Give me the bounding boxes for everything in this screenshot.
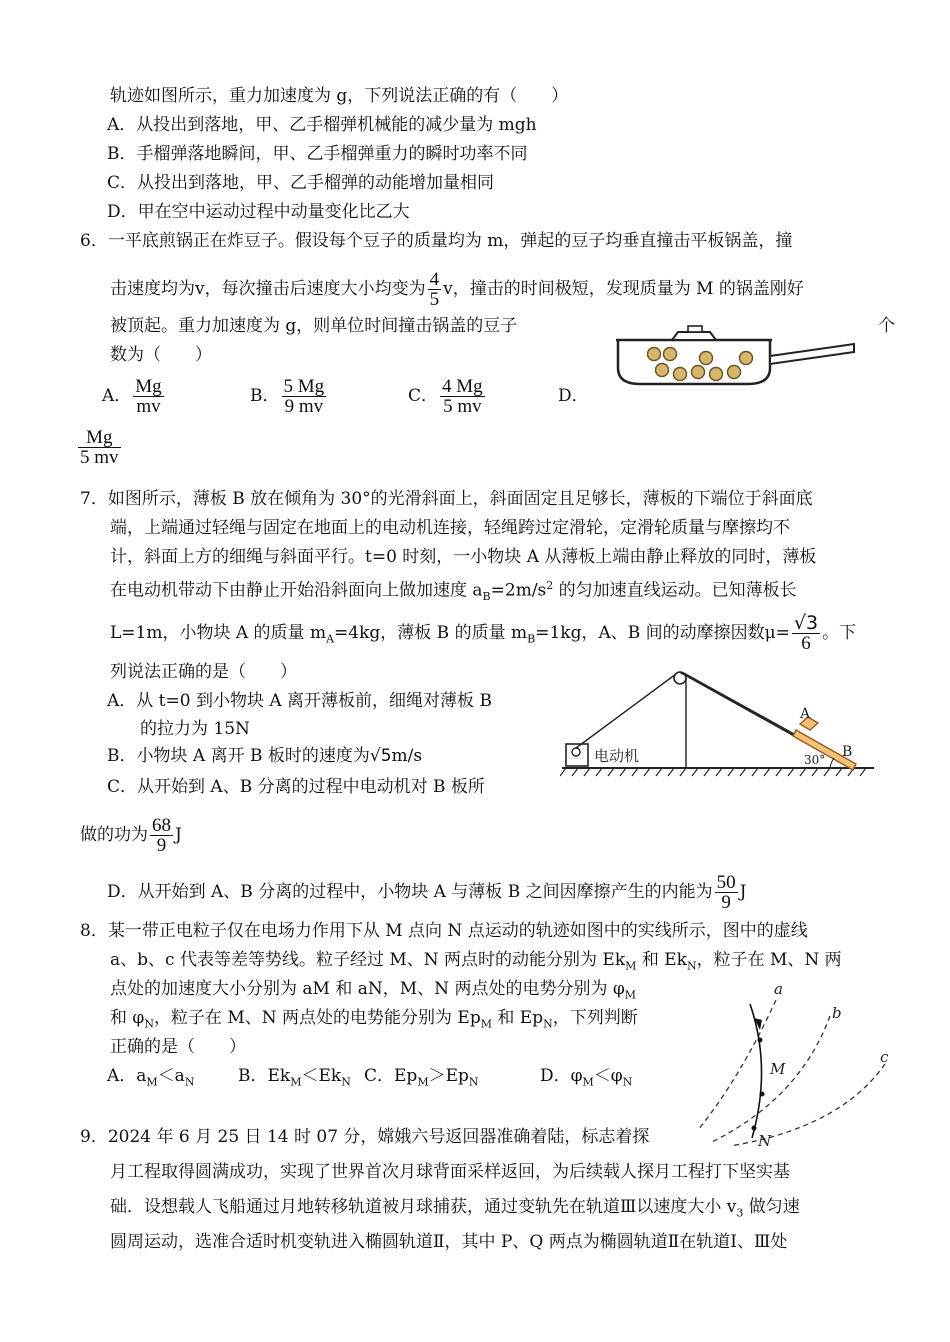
q8-line4	[110, 1006, 638, 1036]
q7-option-b-sqrt: √5	[369, 746, 392, 766]
equipotential-figure	[690, 978, 900, 1148]
board-b-label: B	[842, 744, 853, 760]
q7-opt-c-num: 68	[152, 815, 171, 836]
q5-option-a: A．从投出到落地，甲、乙手榴弹机械能的减少量为 mgh	[107, 115, 537, 135]
q7-option-d-text: D．从开始到 A、B 分离的过程中，小物块 A 与薄板 B 之间因摩擦产生的内能为	[107, 882, 713, 902]
motor-label: 电动机	[594, 747, 640, 765]
q7-line4-b: =2m/s	[490, 580, 547, 601]
q8-opt-c-s1: M	[417, 1075, 429, 1089]
q8-opt-b-1: B．Ek	[238, 1066, 291, 1086]
angle-label: 30°	[804, 753, 826, 767]
q7-line5-sub-b: B	[527, 632, 536, 646]
q6-opt-c-den: 5 mv	[443, 396, 482, 417]
q7-opt-d-num: 50	[716, 872, 736, 893]
q7-line4	[110, 574, 797, 609]
q5-stem: 轨迹如图所示，重力加速度为 g，下列说法正确的有（ ）	[110, 86, 569, 106]
q6-option-c	[408, 372, 487, 420]
line-a-label: a	[774, 980, 783, 998]
q7-line5-sub-a: A	[326, 632, 335, 646]
q8-opt-b-s2: N	[341, 1075, 351, 1089]
q6-line3: 被顶起。重力加速度为 g，则单位时间撞击锅盖的豆子	[110, 316, 518, 336]
block-a-label: A	[800, 706, 811, 722]
q7-line4-a: 在电动机带动下由静止开始沿斜面向上做加速度 a	[110, 580, 483, 601]
q8-line4-a: 和 φ	[110, 1008, 145, 1028]
q8-opt-b-2: ＜Ek	[301, 1066, 342, 1086]
q8-line3-sub: M	[624, 988, 637, 1002]
q7-opt-c-den: 9	[156, 835, 167, 856]
q8-opt-c-s2: N	[468, 1075, 479, 1089]
q8-line2-a: a、b、c 代表等差等势线。粒子经过 M、N 两点时的动能分别为 Ek	[110, 950, 626, 970]
q9-line4: 圆周运动，选准合适时机变轨进入椭圆轨道Ⅱ，其中 P、Q 两点为椭圆轨道Ⅱ在轨道Ⅰ、Ⅲ处	[110, 1232, 788, 1252]
q8-opt-a-1: A．a	[107, 1066, 147, 1086]
q8-opt-d-s2: N	[622, 1075, 633, 1089]
q6-line3-end: 个	[878, 316, 895, 336]
q6-opt-c-num: 4 Mg	[442, 376, 483, 397]
q9-line2: 月工程取得圆满成功，实现了世界首次月球背面采样返回，为后续载人探月工程打下坚实基	[110, 1162, 790, 1182]
q8-line4-b: ，粒子在 M、N 两点处的电势能分别为 Ep	[153, 1008, 481, 1028]
q6-line1: 6．一平底煎锅正在炸豆子。假设每个豆子的质量均为 m，弹起的豆子均垂直撞击平板锅盖，撞	[80, 231, 793, 251]
point-n-label: N	[758, 1132, 772, 1148]
line-c-label: c	[880, 1048, 889, 1066]
q6-frac-den: 5	[429, 289, 440, 310]
line-b-label: b	[832, 1004, 842, 1022]
q7-option-a-2: 的拉力为 15N	[140, 719, 250, 739]
q7-mu-den: 6	[801, 633, 811, 654]
q8-opt-a-s1: M	[146, 1075, 158, 1089]
q7-line4-sup: 2	[546, 579, 554, 592]
q6-line2-c: v，撞击的时间极短，发现质量为 M 的锅盖刚好	[443, 279, 804, 299]
q8-line4-c: 和 Ep	[492, 1008, 544, 1028]
q6-line2-a: 击速度均为	[110, 279, 195, 299]
q6-option-a-frac	[133, 377, 163, 416]
q7-option-c-1: C．从开始到 A、B 分离的过程中电动机对 B 板所	[107, 777, 485, 797]
q9-line3	[110, 1195, 800, 1225]
q8-line2-c: ，粒子在 M、N 两	[696, 950, 842, 970]
q8-option-a	[107, 1064, 194, 1094]
q7-option-d	[107, 873, 746, 912]
q7-option-b-unit: m/s	[391, 746, 423, 766]
q7-option-c-unit: J	[175, 825, 182, 845]
q7-option-b-text: B．小物块 A 离开 B 板时的速度为	[107, 746, 370, 766]
q6-line2	[110, 270, 804, 309]
q6-frac-num: 4	[429, 269, 440, 290]
q7-mu: μ=	[764, 623, 790, 643]
q6-opt-a-num: Mg	[135, 376, 162, 397]
q6-option-b-label: B．	[250, 386, 280, 406]
q6-opt-d-den: 5 mv	[80, 447, 119, 468]
q8-line2-b: 和 Ek	[636, 950, 687, 970]
q8-option-d	[540, 1064, 632, 1094]
q9-line3-sub: 3	[736, 1206, 744, 1220]
q7-line4-sub: B	[482, 590, 491, 604]
q7-option-c-frac	[150, 816, 173, 855]
q8-opt-a-s2: N	[184, 1075, 195, 1089]
frying-pan-figure	[610, 318, 860, 396]
q9-line3-a: 础．设想载人飞船通过月地转移轨道被月球捕获，通过变轨先在轨道Ⅲ以速度大小 v	[110, 1197, 737, 1217]
q8-opt-c-1: C．Ep	[364, 1066, 418, 1086]
q8-line5: 正确的是（ ）	[110, 1037, 246, 1057]
incline-motor-figure	[560, 664, 880, 778]
q8-opt-b-s1: M	[290, 1075, 302, 1089]
q7-option-c-2	[80, 816, 182, 855]
q8-line4-sub-n: N	[144, 1017, 154, 1031]
q7-option-c-text: 做的功为	[80, 825, 148, 845]
q7-option-b	[107, 744, 422, 768]
q6-option-a	[102, 372, 166, 420]
q7-opt-d-den: 9	[721, 892, 731, 913]
q7-option-d-frac	[715, 873, 738, 912]
q8-line2-sub-n: N	[686, 959, 697, 973]
q6-option-d-label: D．	[558, 386, 589, 406]
q8-line4-sub-m: M	[480, 1017, 492, 1031]
q5-option-d: D．甲在空中运动过程中动量变化比乙大	[107, 202, 410, 222]
q6-opt-b-num: 5 Mg	[283, 376, 325, 397]
q7-line6: 列说法正确的是（ ）	[110, 662, 297, 682]
q7-line5-b: =4kg，薄板 B 的质量 m	[334, 623, 528, 643]
q6-option-c-label: C．	[408, 386, 439, 406]
q8-option-b	[238, 1064, 351, 1094]
q7-option-d-unit: J	[739, 882, 747, 902]
q8-opt-c-2: ＞Ep	[428, 1066, 469, 1086]
q8-opt-a-2: ＜a	[157, 1066, 185, 1086]
q6-option-b	[250, 372, 328, 420]
q7-option-a-1: A．从 t=0 到小物块 A 离开薄板前，细绳对薄板 B	[107, 691, 492, 711]
q5-option-c: C．从投出到落地，甲、乙手榴弹的动能增加量相同	[107, 173, 495, 193]
point-m-label: M	[770, 1060, 786, 1078]
q8-line2	[110, 948, 842, 978]
q8-opt-d-1: D．φ	[540, 1066, 583, 1086]
q7-line4-c: 的匀加速直线运动。已知薄板长	[553, 580, 797, 601]
q7-line5	[110, 614, 856, 653]
q8-line2-sub-m: M	[625, 959, 637, 973]
q7-mu-num: √3	[793, 612, 819, 634]
q8-line3	[110, 977, 636, 1007]
q9-line1: 9．2024 年 6 月 25 日 14 时 07 分，嫦娥六号返回器准确着陆，标志着探	[80, 1127, 650, 1147]
q7-line5-a: L=1m，小物块 A 的质量 m	[110, 623, 327, 643]
q8-opt-d-2: ＜φ	[593, 1066, 623, 1086]
q6-opt-a-den: mv	[136, 396, 161, 417]
q6-line4: 数为（ ）	[110, 345, 212, 365]
q8-line4-d: ，下列判断	[552, 1008, 638, 1028]
q7-line3: 计，斜面上方的细绳与斜面平行。t=0 时刻，一小物块 A 从薄板上端由静止释放的同时，薄板	[110, 547, 817, 567]
q8-line4-sub-n2: N	[543, 1017, 553, 1031]
q8-line1: 8．某一带正电粒子仅在电场力作用下从 M 点向 N 点运动的轨迹如图中的实线所示，图中的虚线	[80, 921, 808, 941]
q5-option-b: B．手榴弹落地瞬间，甲、乙手榴弹重力的瞬时功率不同	[107, 144, 528, 164]
q7-mu-frac	[792, 614, 820, 653]
q8-line3-text: 点处的加速度大小分别为 aM 和 aN，M、N 两点处的电势分别为 φ	[110, 979, 625, 999]
q6-line2-b: v，每次撞击后速度大小均变为	[195, 279, 426, 299]
q9-line3-b: 做匀速	[743, 1197, 800, 1217]
q7-line1: 7．如图所示，薄板 B 放在倾角为 30°的光滑斜面上，斜面固定且足够长，薄板的下端位于斜面底	[80, 489, 813, 509]
q8-option-c	[364, 1064, 479, 1094]
q7-line2: 端，上端通过轻绳与固定在地面上的电动机连接，轻绳跨过定滑轮，定滑轮质量与摩擦均不	[110, 518, 790, 538]
q7-line5-end: 。下	[822, 623, 857, 643]
q6-option-c-frac	[440, 377, 485, 416]
q6-opt-d-num: Mg	[78, 428, 121, 448]
q6-option-a-label: A．	[102, 386, 132, 406]
q6-opt-b-den: 9 mv	[284, 396, 324, 417]
q6-fraction-4-5	[428, 270, 442, 309]
q7-line5-c: =1kg，A、B 间的动摩擦因数	[535, 623, 765, 643]
q6-option-b-frac	[282, 377, 327, 416]
q6-option-d-frac	[76, 428, 123, 467]
q8-opt-d-s1: M	[582, 1075, 594, 1089]
